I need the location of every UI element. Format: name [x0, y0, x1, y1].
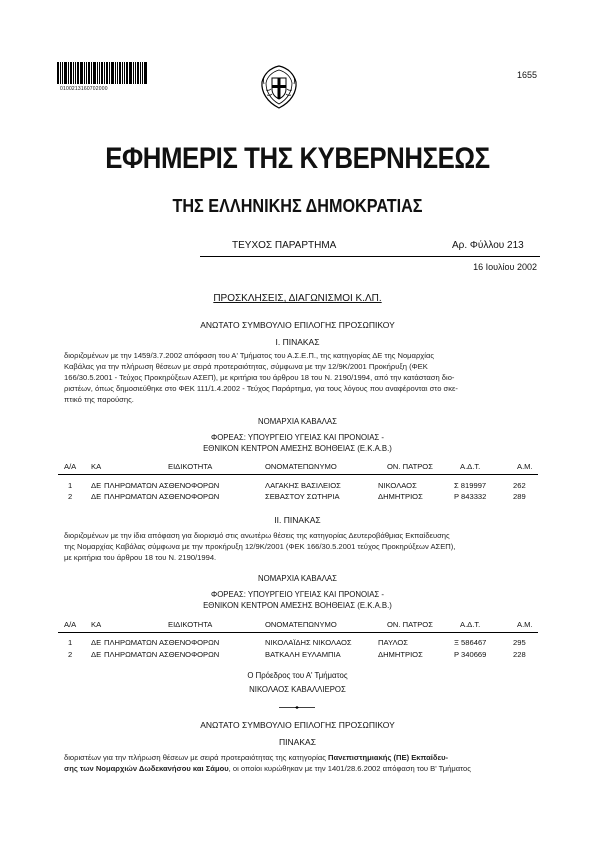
- barcode-bar: [104, 62, 105, 84]
- issue-type: ΤΕΥΧΟΣ ΠΑΡΑΡΤΗΜΑ: [232, 240, 337, 251]
- table-header: Α/Α ΚΑ ΕΙΔΙΚΟΤΗΤΑ ΟΝΟΜΑΤΕΠΩΝΥΜΟ ΟΝ. ΠΑΤΡΟΣ Α.Δ.Τ. Α.Μ.: [64, 620, 533, 629]
- barcode-bar: [144, 62, 147, 84]
- prefecture-heading: ΝΟΜΑΡΧΙΑ ΚΑΒΑΛΑΣ: [258, 417, 337, 426]
- table-row: 1 ΔΕ ΠΛΗΡΩΜΑΤΩΝ ΑΣΘΕΝΟΦΟΡΩΝ ΛΑΓΑΚΗΣ ΒΑΣΙΛΕΙΟΣ ΝΙΚΟΛΑΟΣ Σ 819997 262: [68, 481, 526, 490]
- barcode-bar: [91, 62, 92, 84]
- barcode-bar: [122, 62, 123, 84]
- page-number: 1655: [516, 70, 537, 80]
- agency-line: ΕΘΝΙΚΟΝ ΚΕΝΤΡΟΝ ΑΜΕΣΗΣ ΒΟΗΘΕΙΑΣ (Ε.Κ.Α.Β.): [203, 601, 392, 610]
- barcode-bar: [129, 62, 132, 84]
- barcode-bar: [86, 62, 87, 84]
- barcode-bar: [133, 62, 134, 84]
- barcode-bar: [140, 62, 141, 84]
- barcode-bar: [135, 62, 136, 84]
- barcode: [57, 62, 152, 84]
- barcode-bar: [93, 62, 96, 84]
- barcode-bar: [99, 62, 100, 84]
- barcode-bar: [142, 62, 143, 84]
- agency-line: ΦΟΡΕΑΣ: ΥΠΟΥΡΓΕΙΟ ΥΓΕΙΑΣ ΚΑΙ ΠΡΟΝΟΙΑΣ -: [210, 433, 385, 442]
- section-title: ΠΡΟΣΚΛΗΣΕΙΣ, ΔΙΑΓΩΝΙΣΜΟΙ Κ.ΛΠ.: [213, 293, 382, 304]
- barcode-bar: [75, 62, 76, 84]
- barcode-bar: [73, 62, 74, 84]
- table-row: 1 ΔΕ ΠΛΗΡΩΜΑΤΩΝ ΑΣΘΕΝΟΦΟΡΩΝ ΝΙΚΟΛΑΪΔΗΣ ΝΙΚΟΛΑΟΣ ΠΑΥΛΟΣ Ξ 586467 295: [68, 638, 526, 647]
- barcode-bar: [119, 62, 121, 84]
- table-row: 2 ΔΕ ΠΛΗΡΩΜΑΤΩΝ ΑΣΘΕΝΟΦΟΡΩΝ ΒΑΤΚΑΛΗ ΕΥΛΑΜΠΙΑ ΔΗΜΗΤΡΙΟΣ Ρ 340669 228: [68, 650, 526, 659]
- gazette-title: ΕΦΗΜΕΡΙΣ ΤΗΣ ΚΥΒΕΡΝΗΣΕΩΣ: [105, 142, 490, 175]
- barcode-bar: [68, 62, 69, 84]
- barcode-bar: [106, 62, 108, 84]
- barcode-bar: [88, 62, 90, 84]
- barcode-bar: [84, 62, 85, 84]
- barcode-bar: [111, 62, 114, 84]
- barcode-bar: [97, 62, 98, 84]
- barcode-bar: [124, 62, 125, 84]
- agency-line: ΕΘΝΙΚΟΝ ΚΕΝΤΡΟΝ ΑΜΕΣΗΣ ΒΟΗΘΕΙΑΣ (Ε.Κ.Α.Β.): [203, 444, 392, 453]
- coat-of-arms-emblem: [258, 64, 300, 110]
- header-rule: [200, 256, 540, 257]
- barcode-bar: [77, 62, 79, 84]
- table-heading-1: Ι. ΠΙΝΑΚΑΣ: [275, 337, 320, 347]
- paragraph-2: διοριζομένων με την ίδια απόφαση για διορισμό στις ανωτέρω θέσεις της κατηγορίας Δευτεροβάθμιας Εκπαίδευσης της Νομαρχίας Καβάλας σύμφωνα με την προκήρυξη 12/9Κ/2001 (ΦΕΚ 166/30.5.2001 τεύχος Προκηρύξεων ΑΣΕΠ), με κριτήρια του άρθρου 18 του Ν. 2190/1994.: [64, 531, 456, 562]
- barcode-bar: [115, 62, 116, 84]
- barcode-bar: [60, 62, 61, 84]
- table-header: Α/Α ΚΑ ΕΙΔΙΚΟΤΗΤΑ ΟΝΟΜΑΤΕΠΩΝΥΜΟ ΟΝ. ΠΑΤΡΟΣ Α.Δ.Τ. Α.Μ.: [64, 462, 533, 471]
- signature-name: ΝΙΚΟΛΑΟΣ ΚΑΒΑΛΛΙΕΡΟΣ: [249, 685, 346, 694]
- barcode-bar: [117, 62, 118, 84]
- barcode-bar: [70, 62, 72, 84]
- barcode-bar: [109, 62, 110, 84]
- table-rule: [58, 632, 538, 633]
- barcode-bar: [101, 62, 103, 84]
- barcode-number: 0100213160702000: [60, 86, 108, 92]
- sheet-number: Αρ. Φύλλου 213: [452, 240, 524, 251]
- table-heading-2: ΙΙ. ΠΙΝΑΚΑΣ: [274, 515, 321, 525]
- barcode-bar: [62, 62, 63, 84]
- barcode-bar: [137, 62, 139, 84]
- issue-date: 16 Ιουλίου 2002: [473, 262, 537, 272]
- table-row: 2 ΔΕ ΠΛΗΡΩΜΑΤΩΝ ΑΣΘΕΝΟΦΟΡΩΝ ΣΕΒΑΣΤΟΥ ΣΩΤΗΡΙΑ ΔΗΜΗΤΡΙΟΣ Ρ 843332 289: [68, 492, 526, 501]
- barcode-bar: [64, 62, 67, 84]
- signature-role: Ο Πρόεδρος του Α' Τμήματος: [247, 671, 348, 680]
- barcode-bar: [80, 62, 83, 84]
- council-heading: ΑΝΩΤΑΤΟ ΣΥΜΒΟΥΛΙΟ ΕΠΙΛΟΓΗΣ ΠΡΟΣΩΠΙΚΟΥ: [200, 720, 395, 730]
- paragraph-1: διοριζομένων με την 1459/3.7.2002 απόφαση του Α' Τμήματος του Α.Σ.Ε.Π., της κατηγορίας ΔΕ της Νομαρχίας Καβάλας για την πλήρωση θέσεων με σειρά προτεραιότητας, σύμφωνα με την 12/9Κ/2001 Προκήρυξη (ΦΕΚ 166/30.5.2001 - Τεύχος Προκηρύξεων ΑΣΕΠ), με κριτήρια του άρθρου 18 του Ν. 2190/1994, από την κατάσταση διο- ριστέων, όπως δημοσιεύθηκε στο ΦΕΚ 111/1.4.2002 - Τεύχος Παράρτημα, για τους λόγους που αναφέρονται στο σκε- πτικό της παρούσης.: [64, 351, 458, 404]
- section-divider: [279, 706, 315, 709]
- council-heading: ΑΝΩΤΑΤΟ ΣΥΜΒΟΥΛΙΟ ΕΠΙΛΟΓΗΣ ΠΡΟΣΩΠΙΚΟΥ: [200, 320, 395, 330]
- barcode-bar: [57, 62, 59, 84]
- gazette-subtitle: ΤΗΣ ΕΛΛΗΝΙΚΗΣ ΔΗΜΟΚΡΑΤΙΑΣ: [172, 196, 423, 216]
- paragraph-3: διοριστέων για την πλήρωση θέσεων με σειρά προτεραιότητας της κατηγορίας Πανεπιστημιακής (ΠΕ) Εκπαίδευ- σης των Νομαρχιών Δωδεκανήσου και Σάμου, οι οποίοι κυρώθηκαν με την 1401/28.6.2002 απόφαση του Β' Τμήματος: [64, 753, 471, 773]
- prefecture-heading: ΝΟΜΑΡΧΙΑ ΚΑΒΑΛΑΣ: [258, 574, 337, 583]
- barcode-bar: [126, 62, 128, 84]
- table-rule: [58, 474, 538, 475]
- agency-line: ΦΟΡΕΑΣ: ΥΠΟΥΡΓΕΙΟ ΥΓΕΙΑΣ ΚΑΙ ΠΡΟΝΟΙΑΣ -: [210, 590, 385, 599]
- table-heading-3: ΠΙΝΑΚΑΣ: [279, 737, 316, 747]
